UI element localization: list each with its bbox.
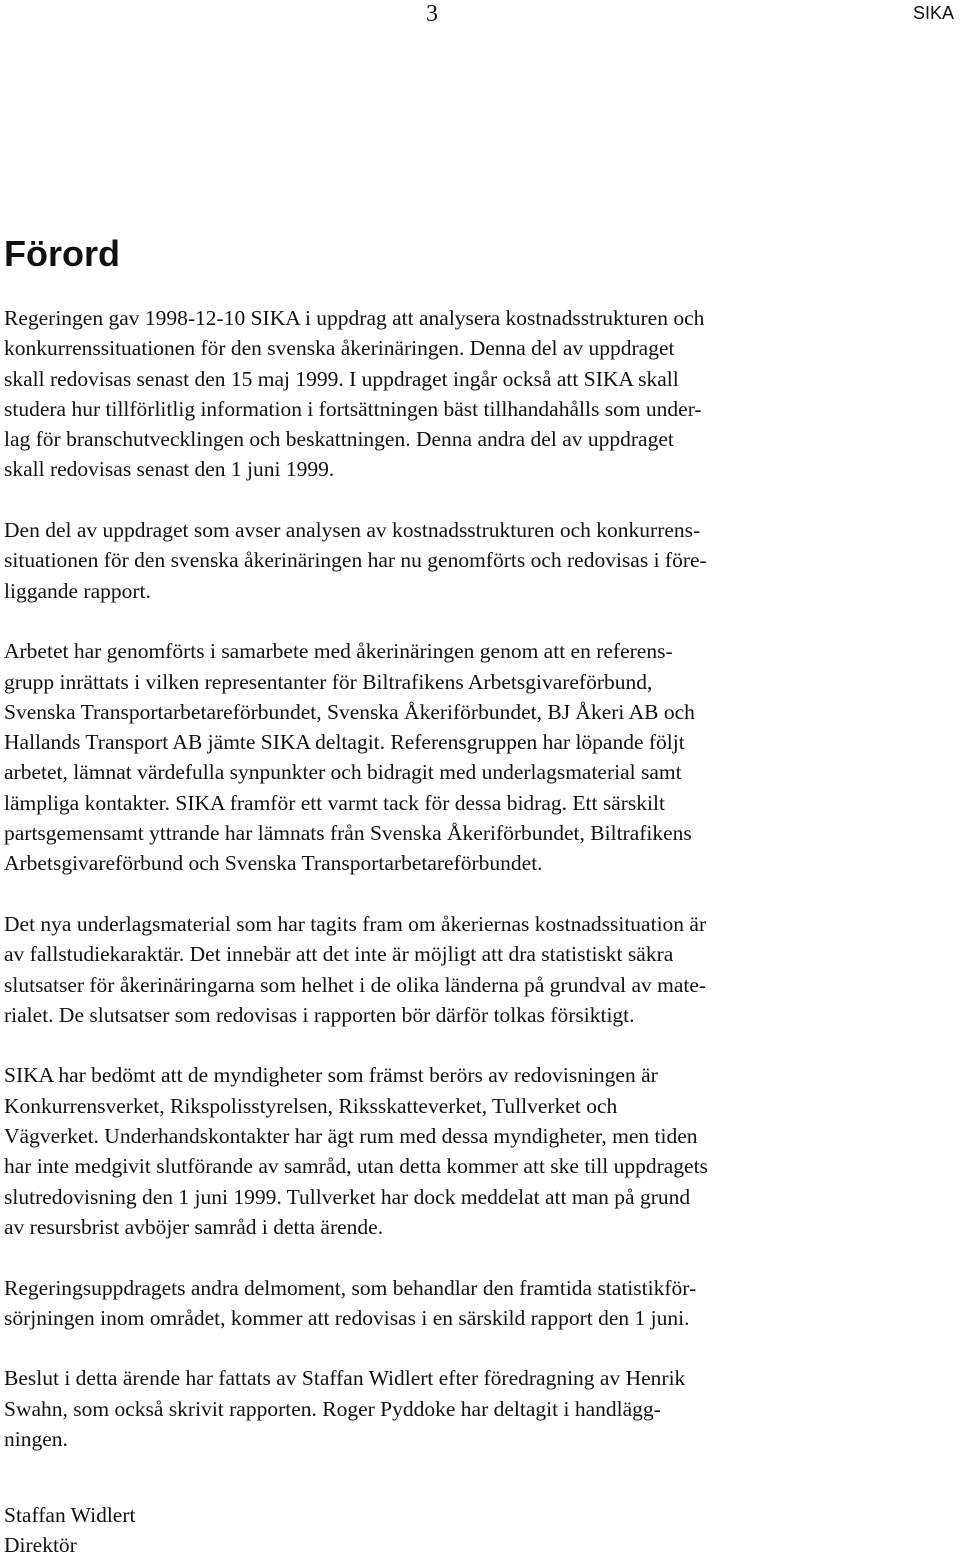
text-line: har inte medgivit slutförande av samråd, utan detta kommer att ske till uppdragets [4,1154,708,1179]
text-line: liggande rapport. [4,578,151,603]
text-line: sörjningen inom området, kommer att redovisas i en särskild rapport den 1 juni. [4,1305,690,1330]
text-line: situationen för den svenska åkerinäringen har nu genomförts och redovisas i före- [4,548,707,573]
text-line: slutredovisning den 1 juni 1999. Tullverket har dock meddelat att man på grund [4,1184,691,1209]
text-line: Regeringsuppdragets andra delmoment, som behandlar den framtida statistikför- [4,1275,697,1300]
text-line: Beslut i detta ärende har fattats av Staffan Widlert efter föredragning av Henrik [4,1366,686,1391]
text-line: Arbetet har genomförts i samarbete med åkerinäringen genom att en referens- [4,639,673,664]
paragraph-4 [4,909,864,1030]
paragraph-2 [4,515,864,606]
text-line: partsgemensamt yttrande har lämnats från Svenska Åkeriförbundet, Biltrafikens [4,821,692,846]
paragraph-6 [4,1273,864,1334]
text-line: Svenska Transportarbetareförbundet, Svenska Åkeriförbundet, BJ Åkeri AB och [4,699,695,724]
page-number: 3 [426,1,438,27]
text-line: av fallstudiekaraktär. Det innebär att det inte är möjligt att dra statistiskt säkra [4,942,674,967]
text-line: av resursbrist avböjer samråd i detta ärende. [4,1214,384,1239]
text-line: Konkurrensverket, Rikspolisstyrelsen, Riksskatteverket, Tullverket och [4,1093,618,1118]
text-line: Det nya underlagsmaterial som har tagits fram om åkeriernas kostnadssituation är [4,911,707,936]
text-line: Hallands Transport AB jämte SIKA deltagit. Referensgruppen har löpande följt [4,730,685,755]
paragraph-3 [4,636,864,878]
text-line: studera hur tillförlitlig information i fortsättningen bäst tillhandahålls som under- [4,396,702,421]
text-line: konkurrenssituationen för den svenska åkerinäringen. Denna del av uppdraget [4,336,675,361]
text-line: skall redovisas senast den 15 maj 1999. I uppdraget ingår också att SIKA skall [4,366,679,391]
paragraph-7 [4,1363,864,1454]
text-line: Regeringen gav 1998-12-10 SIKA i uppdrag att analysera kostnadsstrukturen och [4,306,705,330]
text-line: SIKA har bedömt att de myndigheter som främst berörs av redovisningen är [4,1063,658,1088]
text-line: Arbetsgivareförbund och Svenska Transportarbetareförbundet. [4,851,543,876]
text-line: Den del av uppdraget som avser analysen av kostnadsstrukturen och konkurrens- [4,518,701,543]
text-line: lämpliga kontakter. SIKA framför ett varmt tack för dessa bidrag. Ett särskilt [4,790,665,815]
page-title: Förord [4,233,120,274]
text-line: Vägverket. Underhandskontakter har ägt rum med dessa myndigheter, men tiden [4,1124,698,1149]
text-line: ningen. [4,1426,68,1451]
signatory-name: Staffan Widlert [4,1503,136,1527]
text-line: grupp inrättats i vilken representanter för Biltrafikens Arbetsgivareförbund, [4,669,653,694]
header-organization: SIKA [912,3,954,23]
body-text [4,303,864,1485]
text-line: lag för branschutvecklingen och beskattningen. Denna andra del av uppdraget [4,427,674,452]
text-line: skall redovisas senast den 1 juni 1999. [4,457,335,482]
paragraph-5 [4,1060,864,1242]
text-line: rialet. De slutsatser som redovisas i rapporten bör därför tolkas försiktigt. [4,1002,635,1027]
signatory-role: Direktör [4,1533,77,1558]
text-line: slutsatser för åkerinäringarna som helhet i de olika länderna på grundval av mate- [4,972,707,997]
text-line: arbetet, lämnat värdefulla synpunkter och bidragit med underlagsmaterial samt [4,760,682,785]
paragraph-1 [4,303,864,485]
text-line: Swahn, som också skrivit rapporten. Roger Pyddoke har deltagit i handlägg- [4,1396,661,1421]
signature-block [4,1500,136,1561]
